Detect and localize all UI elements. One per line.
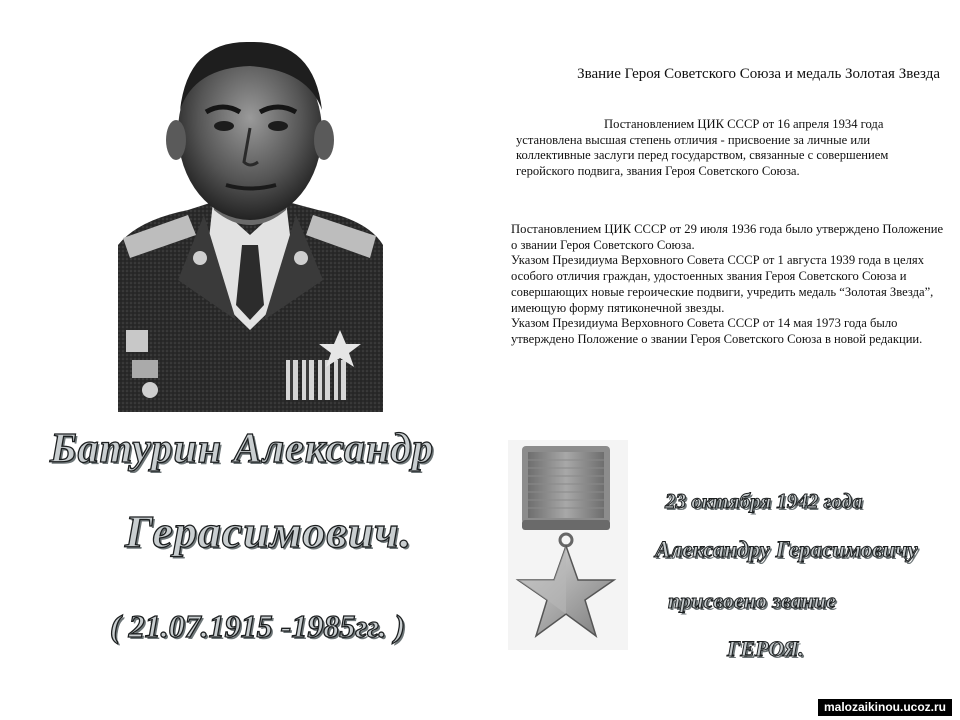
award-title: ГЕРОЯ. [727, 636, 804, 661]
award-date: 23 октября 1942 года [665, 489, 863, 513]
portrait-photo [118, 30, 383, 412]
award-text: присвоено звание [668, 588, 836, 613]
paragraph-1-text: Постановлением ЦИК СССР от 16 апреля 1934 года установлена высшая степень отличия - присвоение за личные или коллективные заслуги перед государством, связанные с совершением геройского подвига, звания Героя Советского Союза. [516, 117, 889, 179]
person-name-line-2: Герасимович. [125, 506, 413, 557]
paragraph-2-line-2: Указом Президиума Верховного Совета СССР от 1 августа 1939 года в целях особого отличия граждан, удостоенных звания Героя Советского Союза и совершающих новые героические подвиги, учредить медаль “Золотая Звезда”, имеющую форму пятиконечной звезды. [511, 253, 934, 315]
life-dates: ( 21.07.1915 -1985гг. ) [110, 608, 406, 644]
paragraph-1 [516, 117, 946, 180]
paragraph-2-line-3: Указом Президиума Верховного Совета СССР от 14 мая 1973 года было утверждено Положение о звании Героя Советского Союза в новой редакции. [511, 316, 923, 346]
gold-star-medal-icon [508, 440, 628, 650]
portrait-image [118, 30, 383, 412]
document-title: Звание Героя Советского Союза и медаль Золотая Звезда [577, 66, 940, 82]
gold-star-medal-photo [508, 440, 628, 650]
award-recipient: Александру Герасимовичу [655, 537, 918, 562]
paragraph-2-line-1: Постановлением ЦИК СССР от 29 июля 1936 года было утверждено Положение о звании Героя Советского Союза. [511, 222, 944, 252]
paragraph-2 [511, 222, 951, 348]
person-name-line-1: Батурин Александр [50, 426, 435, 472]
site-watermark: malozaikinou.ucoz.ru [818, 699, 952, 716]
